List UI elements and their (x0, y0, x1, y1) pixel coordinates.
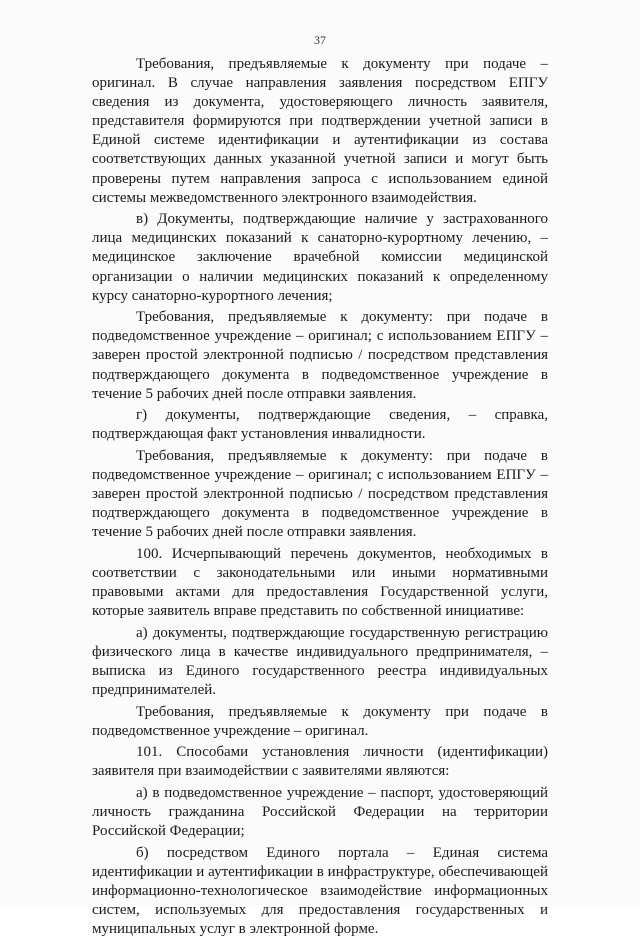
paragraph: а) в подведомственное учреждение – паспорт, удостоверяющий личность гражданина Российской Федерации на территории Российской Федерации; (92, 784, 548, 840)
paragraph: 100. Исчерпывающий перечень документов, необходимых в соответствии с законодательными или иными нормативными правовыми актами для предоставления Государственной услуги, которые заявитель вправе представить по собственной инициативе: (92, 545, 548, 620)
paragraph: а) документы, подтверждающие государственную регистрацию физического лица в качестве индивидуального предпринимателя, – выписка из Единого государственного реестра индивидуальных предпринимателей. (92, 624, 548, 698)
paragraph: Требования, предъявляемые к документу: при подаче в подведомственное учреждение – оригинал; с использованием ЕПГУ – заверен простой электронной подписью / посредством представления подтверждающего документа в подведомственное учреждение в течение 5 рабочих дней после отправки заявления. (92, 447, 548, 541)
paragraph: б) посредством Единого портала – Единая система идентификации и аутентификации в инфраструктуре, обеспечивающей информационно-технологическое взаимодействие информационных систем, используемых для предоставления государственных и муниципальных услуг в электронной форме. (92, 844, 548, 938)
paragraph: Требования, предъявляемые к документу при подаче – оригинал. В случае направления заявления посредством ЕПГУ сведения из документа, удостоверяющего личность заявителя, представителя формируются при подтверждении учетной записи в Единой системе идентификации и аутентификации из состава соответствующих данных указанной учетной записи и могут быть проверены путем направления запроса с использованием единой системы межведомственного электронного взаимодействия. (92, 56, 548, 206)
document-body (92, 55, 548, 942)
paragraph: 101. Способами установления личности (идентификации) заявителя при взаимодействии с заявителями являются: (92, 744, 548, 780)
paragraph: в) Документы, подтверждающие наличие у застрахованного лица медицинских показаний к санаторно-курортному лечению, – медицинское заключение врачебной комиссии медицинской организации о наличии медицинских показаний к определенному курсу санаторно-курортного лечения; (92, 211, 548, 304)
paragraph: Требования, предъявляемые к документу при подаче в подведомственное учреждение – оригинал. (92, 703, 548, 739)
paragraph: г) документы, подтверждающие сведения, – справка, подтверждающая факт установления инвалидности. (92, 407, 548, 443)
page-number: 37 (314, 33, 326, 47)
paragraph: Требования, предъявляемые к документу: при подаче в подведомственное учреждение – оригинал; с использованием ЕПГУ – заверен простой электронной подписью / посредством представления подтверждающего документа в подведомственное учреждение в течение 5 рабочих дней после отправки заявления. (92, 309, 548, 402)
